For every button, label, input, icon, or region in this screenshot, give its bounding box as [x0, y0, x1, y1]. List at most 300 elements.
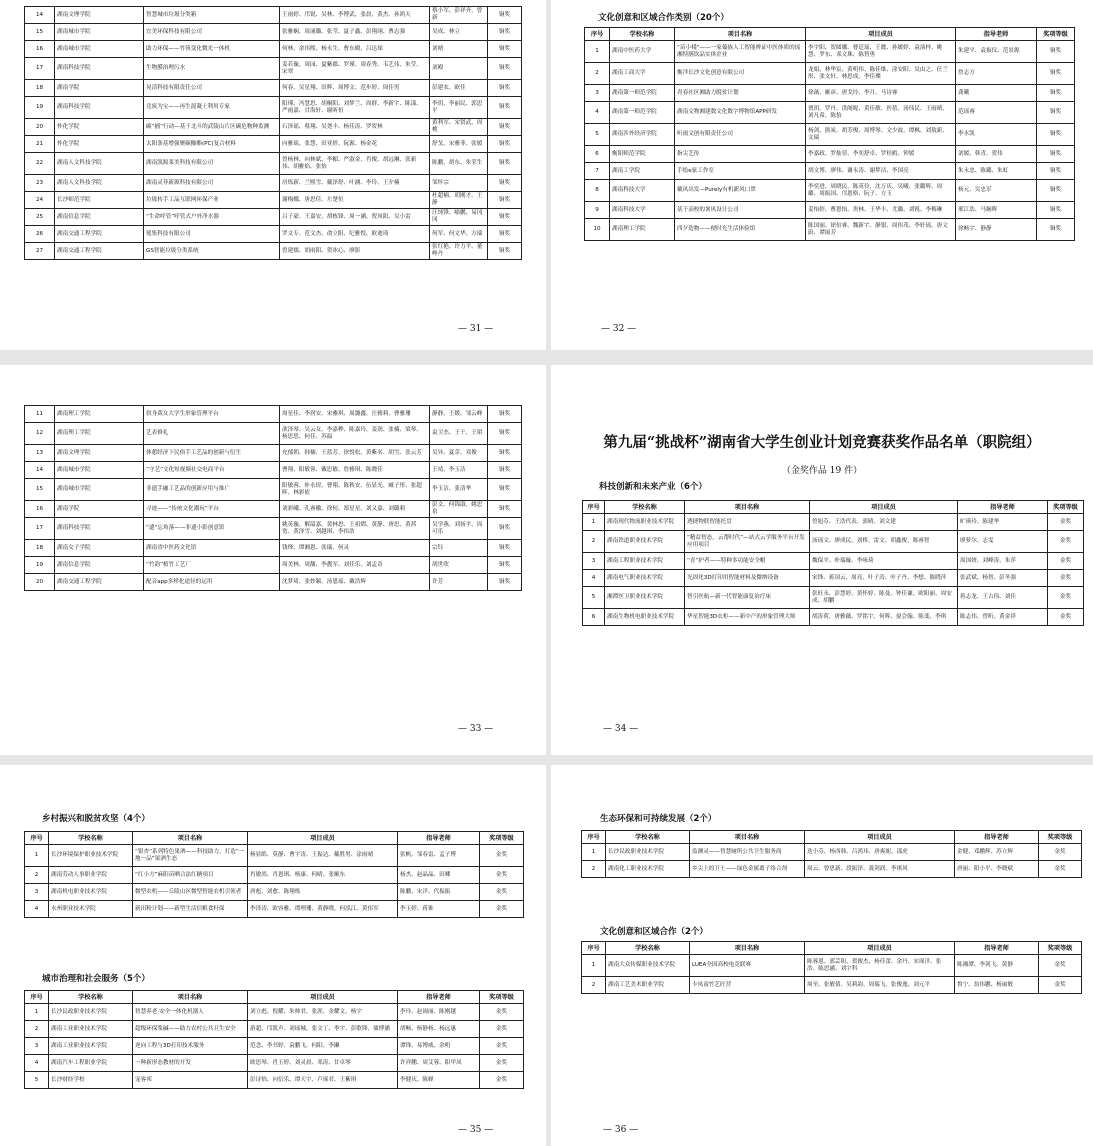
cell-award: 金奖: [1039, 977, 1082, 994]
cell-index: 25: [25, 209, 55, 226]
cell-school: 湖南工学院: [610, 163, 675, 180]
table-row: [25, 1004, 524, 1021]
cell-school: 湖南电气职业技术学院: [605, 570, 685, 587]
cell-project: 监测灵——智慧厕所公共卫生服务商: [690, 844, 805, 861]
cell-project: 戴风出发—Purely有机新风口罩: [675, 180, 806, 202]
header-members: 项目成员: [248, 991, 398, 1004]
cell-members: 李泽涛、欧容雅、谭理珊、黄静晓、何泓江、黄伟军: [248, 901, 398, 918]
header-advisors: 指导老师: [958, 501, 1048, 514]
cell-school: 湖南工艺美术职业学院: [606, 977, 690, 994]
cell-school: 湖南信息学院: [55, 557, 144, 574]
cell-school: 湖南现代物流职业技术学院: [605, 514, 685, 531]
cell-advisors: 彭文、何锦淑、姚思泉: [430, 501, 488, 518]
cell-project: 湖南文物湘建数文化数字博物馆APP研发: [675, 102, 806, 124]
header-advisors: 指导老师: [398, 991, 480, 1004]
cell-members: 王雨婷、邝锐、吴林、李博武、张晨、黄杰、孙鸿天: [280, 7, 430, 24]
table-row: [25, 479, 522, 501]
table-row: [25, 153, 522, 175]
table-row: [25, 557, 522, 574]
cell-index: 3: [25, 1038, 49, 1055]
cell-project: 湖南凯源莱美科技有限公司: [144, 153, 280, 175]
cell-index: 4: [583, 570, 605, 587]
cell-project: 青春社区湘助力脱贫计划: [675, 85, 806, 102]
cell-project: 微型农机——丘陵山区微型智能农机引领者: [133, 884, 248, 901]
cell-advisors: 蒋志龙、王古伟、刘佳: [958, 587, 1048, 609]
cell-index: 4: [585, 102, 610, 124]
page-number: — 36 —: [603, 1125, 639, 1135]
cell-project: 助力环保——竹筷变化微光一体机: [144, 41, 280, 58]
cell-award: 铜奖: [488, 445, 522, 462]
cell-members: 胡文博、廖伟、谢永涛、谢梦洁、李国亮: [806, 163, 956, 180]
cell-advisors: 刘媛、韩青、贺伟: [956, 146, 1037, 163]
cell-members: 张雅娴、周涌璐、张莹、夏子鑫、彭翔翊、曹志强: [280, 24, 430, 41]
cell-school: 湖南学院: [55, 80, 144, 97]
cell-members: 宋锋、蒋国云、周亮、叶子涛、叶子丹、李想、陈晓萍: [810, 570, 958, 587]
cell-award: 铜奖: [488, 24, 522, 41]
cell-project: 基于高校的暑风设计公司: [675, 202, 806, 219]
cell-advisors: 何军、何文华、方瑞: [430, 226, 488, 243]
table-header-row: [25, 991, 524, 1004]
cell-award: 铜奖: [488, 136, 522, 153]
cell-school: 湖南女子学院: [55, 540, 144, 557]
header-school: 学校名称: [610, 28, 675, 41]
cell-members: 沈梦琦、张妙颖、汤恩瑶、戴浩辉: [280, 574, 430, 591]
cell-school: 湖南劳动人事职业学院: [49, 867, 133, 884]
cell-project: 配音app多样化途径的运用: [144, 574, 280, 591]
cell-advisors: 刘晴: [430, 41, 488, 58]
cell-advisors: 张红艳、许力平、董峥丹: [430, 243, 488, 260]
cell-project: 叙身裁女大学生形象管理平台: [144, 406, 280, 423]
cell-school: 湖南工业职业技术学院: [49, 1021, 133, 1038]
cell-school: 湖南涉外经济学院: [610, 124, 675, 146]
table-row: [25, 445, 522, 462]
cell-project: 乡尖上的卫士——绿色金属离子络合剂: [690, 861, 805, 878]
cell-project: “苗小棧”——一家傣族人工智能辨证中医体质的瑶湘特膳饮品实体企业: [675, 41, 806, 63]
cell-index: 6: [585, 146, 610, 163]
cell-project: 竞废为宝——再生混凝土利用专家: [144, 97, 280, 119]
cell-index: 17: [25, 58, 55, 80]
cell-advisors: 邢江浩、马娴晖: [956, 202, 1037, 219]
cell-school: 湖南机电职业技术学院: [49, 884, 133, 901]
cell-school: 湖南化工职业技术学院: [606, 861, 690, 878]
cell-advisors: 吴成、林立: [430, 24, 488, 41]
table-row: [583, 570, 1084, 587]
cell-index: 4: [25, 901, 49, 918]
page-34: [551, 365, 1093, 755]
cell-school: 湖南汽车工程职业学院: [49, 1055, 133, 1072]
award-table: [24, 405, 522, 591]
cell-members: 阳瑾、冯慧思、胡桐阳、刘梦兰、周群、李新宇、陈漾、严雨嘉、甘海轩、谢昕恒: [280, 97, 430, 119]
cell-award: 铜奖: [488, 80, 522, 97]
cell-index: 15: [25, 24, 55, 41]
page-33: [0, 365, 546, 755]
cell-award: 铜奖: [488, 209, 522, 226]
cell-award: 金奖: [1039, 861, 1082, 878]
table-row: [25, 1021, 524, 1038]
cell-members: 李嘉政、罗灿堃、李奕舒卓、罗桂鸥、钟媛: [806, 146, 956, 163]
table-row: [25, 501, 522, 518]
table-row: [585, 202, 1075, 219]
table-row: [25, 518, 522, 540]
section-title: 城市治理和社会服务（5个）: [42, 974, 150, 984]
table-row: [585, 219, 1075, 241]
table-row: [585, 124, 1075, 146]
table-row: [582, 844, 1082, 861]
cell-award: 金奖: [480, 901, 524, 918]
cell-award: 铜奖: [488, 7, 522, 24]
cell-project: 四夕造物——便时光生活体验馆: [675, 219, 806, 241]
cell-award: 铜奖: [488, 540, 522, 557]
cell-members: 陈蓉恩、郭芸阻、贺俊杰、杨佳蕾、余丹、宋琛洋、张浩、陈思涵、刘宇科: [805, 955, 955, 977]
cell-members: 姜怡婷、曹恩怡、贵林、王华丰、尤璐、刘锐、李梅琳: [806, 202, 956, 219]
cell-index: 19: [25, 97, 55, 119]
cell-project: 超级环保浆碱——助力农村公共卫生安全: [133, 1021, 248, 1038]
award-table: [24, 990, 524, 1089]
table-row: [585, 180, 1075, 202]
cell-advisors: 杜超楠、胡刚才、王静: [430, 192, 488, 209]
header-award: 奖项等级: [1039, 942, 1082, 955]
table-header-row: [582, 831, 1082, 844]
cell-project: 宜美环保科技有限公司: [144, 24, 280, 41]
cell-index: 11: [25, 406, 55, 423]
page-number: — 33 —: [458, 724, 494, 734]
cell-index: 14: [25, 462, 55, 479]
header-members: 项目成员: [810, 501, 958, 514]
cell-advisors: 谭锋、易博威、余明: [398, 1038, 480, 1055]
cell-school: 湖南生物机电职业技术学院: [605, 609, 685, 626]
cell-school: 湖南城市学院: [55, 41, 144, 58]
cell-members: 徐菡、雁彦、唐戈玲、李月、马诗睿: [806, 85, 956, 102]
cell-award: 铜奖: [488, 406, 522, 423]
page-36: [551, 765, 1093, 1146]
cell-members: 魏保平、朴瑞璇、李咏琦: [810, 553, 958, 570]
cell-index: 2: [582, 977, 606, 994]
cell-award: 铜奖: [488, 557, 522, 574]
cell-project: LUEA全国高校电竞联赛: [690, 955, 805, 977]
cell-members: 周星佳、李润安、宋雅琪、周潞鑫、汪雅莉、曹雅珊: [280, 406, 430, 423]
cell-award: 金奖: [480, 1055, 524, 1072]
header-award: 奖项等级: [480, 832, 524, 845]
cell-award: 金奖: [480, 845, 524, 867]
header-project: 项目名称: [133, 832, 248, 845]
cell-school: 怀化学院: [55, 119, 144, 136]
cell-advisors: 范瑶睿: [956, 102, 1037, 124]
cell-project: 非遗手融工艺品的创新应用与推广: [144, 479, 280, 501]
cell-advisors: 李玥、李丽民、郭思平: [430, 97, 488, 119]
cell-members: 胡涛荷、唐雅薇、罗铭宇、何晖、晏会翰、陈斐、李琪: [810, 609, 958, 626]
header-project: 项目名称: [685, 501, 810, 514]
cell-index: 20: [25, 119, 55, 136]
cell-index: 8: [585, 180, 610, 202]
cell-index: 5: [25, 1072, 49, 1089]
table-row: [585, 102, 1075, 124]
cell-advisors: 龚曦: [956, 85, 1037, 102]
cell-index: 1: [583, 514, 605, 531]
cell-award: 铜奖: [488, 153, 522, 175]
cell-school: 湖南理工学院: [610, 219, 675, 241]
cell-index: 15: [25, 479, 55, 501]
cell-school: 长沙财经学校: [49, 1072, 133, 1089]
cell-members: 房炼新、兰熙雪、戴泽舒、叶涵、李玲、王介楠: [280, 175, 430, 192]
table-row: [25, 845, 524, 867]
cell-index: 10: [585, 219, 610, 241]
cell-advisors: 胡畅、杨静杨、杨远惠: [398, 1021, 480, 1038]
cell-advisors: 朱永忠、陈璐、朱虹: [956, 163, 1037, 180]
table-row: [583, 514, 1084, 531]
cell-school: 湖南科技学院: [55, 58, 144, 80]
cell-award: 铜奖: [488, 479, 522, 501]
cell-members: 游超、邝凯声、刘瑶城、张文丁、李宇、彭歌锋、储博涵: [248, 1021, 398, 1038]
cell-award: 铜奖: [488, 97, 522, 119]
cell-school: 湖南工商大学: [610, 63, 675, 85]
cell-award: 铜奖: [488, 41, 522, 58]
cell-school: 湖南交通工程学院: [55, 243, 144, 260]
cell-school: 怀化学院: [55, 136, 144, 153]
cell-members: 钱烽、谭湘恩、张瑞、何灵: [280, 540, 430, 557]
cell-members: 周至、张敏倩、吴莉韵、周瑞飞、张俊逸、刘元平: [805, 977, 955, 994]
table-row: [25, 119, 522, 136]
cell-members: 吕子豪、王嘉安、胡栋锋、周一涵、贺凤阳、吴小雷: [280, 209, 430, 226]
cell-advisors: 许祥鹏、周艾蓉、阳甲凤: [398, 1055, 480, 1072]
cell-award: 铜奖: [1037, 102, 1075, 124]
cell-school: 衡阳师范学院: [610, 146, 675, 163]
cell-project: 逆向工程与3D打印技术服务: [133, 1038, 248, 1055]
cell-members: 龙娟、林华宸、黄明伟、陈佳维、涂安阳、吴由之、任兰彤、张文轩、林思成、李佳璨: [806, 63, 956, 85]
page-number: — 34 —: [603, 724, 639, 734]
cell-advisors: 陈鹏、宋洋、代振振: [398, 884, 480, 901]
table-row: [25, 24, 522, 41]
award-table: [581, 830, 1082, 878]
table-row: [25, 226, 522, 243]
cell-members: 迭小芬、杨西韩、吕鸿玮、唐爽妮、邵虎: [805, 844, 955, 861]
cell-advisors: 周国妍、刘峰涛、朱萍: [958, 553, 1048, 570]
table-row: [585, 146, 1075, 163]
cell-award: 铜奖: [488, 192, 522, 209]
cell-advisors: 廖萝尔、志雯: [958, 531, 1048, 553]
cell-index: 9: [585, 202, 610, 219]
cell-members: 姚英璇、解韶嘉、黄林思、王祖熠、黄静、唐思、黄茜宽、黄泽雪、刘越琪、李伟浩: [280, 518, 430, 540]
cell-advisors: 静静、王媛、邹云峰: [430, 406, 488, 423]
table-row: [583, 531, 1084, 553]
cell-members: 谢梅娜、唐思佳、左楚恒: [280, 192, 430, 209]
cell-project: 卡凤南竹艺匠营: [690, 977, 805, 994]
cell-members: 欧思琴、肖玉婷、刘灵晨、邓涛、甘卓琴: [248, 1055, 398, 1072]
cell-project: “红小方”麻阳苗晒合法红糖项目: [133, 867, 248, 884]
cell-school: 湖南交通工程学院: [55, 226, 144, 243]
table-row: [585, 63, 1075, 85]
header-school: 学校名称: [49, 991, 133, 1004]
cell-index: 20: [25, 574, 55, 591]
cell-index: 23: [25, 175, 55, 192]
cell-advisors: 金健、邓鹏辉、苏立辉: [955, 844, 1039, 861]
cell-members: 周云、曾思新、段振泽、龚剑润、李琪风: [805, 861, 955, 878]
cell-school: 湖南城市学院: [55, 24, 144, 41]
section-title: 科技创新和未来产业（6个）: [599, 482, 707, 492]
cell-advisors: 陈湘潭、李剑飞、黄静: [955, 955, 1039, 977]
header-school: 学校名称: [606, 942, 690, 955]
section-title: 文化创意和区域合作类别（20个）: [598, 13, 729, 23]
cell-members: 范念、李书婷、袁鹏飞、何阳、李濑: [248, 1038, 398, 1055]
cell-school: 湖南人文科技学院: [55, 175, 144, 192]
cell-members: 刘立彪、倪耀、朱帅君、张涯、金耀文、杨宇: [248, 1004, 398, 1021]
header-school: 学校名称: [605, 501, 685, 514]
cell-index: 2: [582, 861, 606, 878]
cell-members: 张旺永、彭慧婷、黄怀婷、陈曼、钟佳谦、欧阳丽、周安成、胡鹏: [810, 587, 958, 609]
cell-school: 湖南城市学院: [55, 462, 144, 479]
cell-award: 金奖: [1039, 844, 1082, 861]
cell-project: 指尖艺传: [675, 146, 806, 163]
award-table: [582, 500, 1084, 626]
cell-award: 金奖: [1048, 531, 1084, 553]
cell-members: 李奕进、周晓民、陈英伶、沈万庆、吴曦、张璐辉、周璐、周振国、邝恩格、阮子、方玉: [806, 180, 956, 202]
table-row: [25, 540, 522, 557]
cell-school: 湖南大众传媒职业技术学院: [606, 955, 690, 977]
cell-project: 透捷物联智能托盘: [685, 514, 810, 531]
table-row: [25, 192, 522, 209]
cell-project: 生物膜治理污水: [144, 58, 280, 80]
cell-index: 1: [582, 844, 606, 861]
cell-advisors: 张武斌、杨智、彭冬强: [958, 570, 1048, 587]
table-row: [25, 406, 522, 423]
cell-award: 金奖: [480, 1021, 524, 1038]
header-school: 学校名称: [49, 832, 133, 845]
cell-members: 陈国丽、徐倍睿、魏新宇、静银、周伟茂、李轩瑶、唐文蔚、谭丽芳: [806, 219, 956, 241]
cell-project: “竹韵”植竹工艺厂: [144, 557, 280, 574]
cell-project: 智引医航—新一代智能康复治疗床: [685, 587, 810, 609]
header-project: 项目名称: [133, 991, 248, 1004]
cell-school: 湖南人文科技学院: [55, 153, 144, 175]
cell-advisors: 李水凯: [956, 124, 1037, 146]
cell-members: 阳敏蓉、朴永煜、曹翔、陈秋安、伍显光、臧子彤、张超晖、林彩依: [280, 479, 430, 501]
cell-award: 铜奖: [488, 462, 522, 479]
cell-advisors: 詹志方: [956, 63, 1037, 85]
cell-project: 智慧城市垃圾分类箱: [144, 7, 280, 24]
cell-advisors: 吴异、夏芽、邓俊: [430, 445, 488, 462]
cell-project: “青”护者——特种多功能安全帽: [685, 553, 810, 570]
cell-award: 铜奖: [1037, 163, 1075, 180]
cell-index: 26: [25, 226, 55, 243]
cell-index: 7: [585, 163, 610, 180]
cell-school: 湖南城市学院: [55, 479, 144, 501]
table-header-row: [582, 942, 1082, 955]
header-project: 项目名称: [690, 942, 805, 955]
cell-school: 湖南学院: [55, 501, 144, 518]
cell-award: 铜奖: [1037, 41, 1075, 63]
cell-award: 金奖: [1048, 609, 1084, 626]
section-title: 生态环保和可持续发展（2个）: [600, 814, 717, 824]
cell-school: 湖南科技大学: [610, 202, 675, 219]
cell-project: “遗”忘角落——非遗小影创意馆: [144, 518, 280, 540]
cell-award: 铜奖: [488, 243, 522, 260]
cell-index: 3: [583, 553, 605, 570]
cell-school: 湖南中医药大学: [610, 41, 675, 63]
cell-project: GS智能垃圾分类系统: [144, 243, 280, 260]
header-advisors: 指导老师: [955, 942, 1039, 955]
cell-school: 湖南理工学院: [55, 423, 144, 445]
cell-school: 湖南理工学院: [55, 406, 144, 423]
table-header-row: [585, 28, 1075, 41]
cell-project: 冕集科技有限公司: [144, 226, 280, 243]
cell-award: 金奖: [1048, 570, 1084, 587]
cell-school: 湘潭医卫职业技术学院: [605, 587, 685, 609]
cell-members: 姜若璇、周园、夏紫郡、罗瑾、周春秀、韦艺伟、朱莹、宋翠: [280, 58, 430, 80]
page-number: — 32 —: [601, 324, 637, 334]
cell-award: 铜奖: [1037, 180, 1075, 202]
document-subtitle: （金奖作品 19 件）: [781, 466, 863, 476]
cell-index: 4: [25, 1055, 49, 1072]
cell-school: 湖南交通工程学院: [55, 574, 144, 591]
cell-index: 1: [25, 1004, 49, 1021]
cell-award: 铜奖: [488, 574, 522, 591]
cell-members: 何林、余玮熙、杨永生、曹东殿、吕达琛: [280, 41, 430, 58]
cell-project: 寻迹——“传统文化潮玩”平台: [144, 501, 280, 518]
cell-award: 金奖: [480, 1072, 524, 1089]
cell-advisors: 鲁宁、翁伟鹏、杨丽敏: [955, 977, 1039, 994]
cell-members: 曾建儒、胡雨阳、贺冰心、廖影: [280, 243, 430, 260]
cell-index: 3: [25, 884, 49, 901]
cell-award: 金奖: [480, 1004, 524, 1021]
header-index: 序号: [582, 831, 606, 844]
cell-advisors: 刘殿: [430, 58, 488, 80]
cell-advisors: 袁卫杰、王千、王珺: [430, 423, 488, 445]
cell-school: 湖南第一师范学院: [610, 85, 675, 102]
cell-project: 太阳条基增强聚碳酸酯(PC)复合材料: [144, 136, 280, 153]
cell-advisors: 许芳: [430, 574, 488, 591]
cell-members: 彭诗怡、向衍乐、谭天宇、卢琢君、王紫琪: [248, 1072, 398, 1089]
header-advisors: 指导老师: [955, 831, 1039, 844]
cell-index: 16: [25, 501, 55, 518]
cell-award: 金奖: [480, 1038, 524, 1055]
cell-index: 13: [25, 445, 55, 462]
cell-members: 石泽瑶、蔡翔、吴尧丰、杨佳涛、罗贺林: [280, 119, 430, 136]
table-row: [25, 243, 522, 260]
cell-advisors: 吴学燕、刘扬平、周可乐: [430, 518, 488, 540]
table-row: [25, 58, 522, 80]
award-table: [581, 941, 1082, 994]
table-row: [25, 462, 522, 479]
cell-index: 27: [25, 243, 55, 260]
header-advisors: 指导老师: [398, 832, 480, 845]
cell-award: 金奖: [1039, 955, 1082, 977]
cell-advisors: 彭建农、欧佳: [430, 80, 488, 97]
cell-index: 2: [25, 1021, 49, 1038]
table-row: [585, 163, 1075, 180]
cell-award: 铜奖: [1037, 202, 1075, 219]
award-table: [24, 831, 524, 918]
page-31: [0, 0, 546, 350]
table-row: [583, 609, 1084, 626]
cell-school: 永州职业技术学院: [49, 901, 133, 918]
cell-school: 湖南科技学院: [55, 518, 144, 540]
cell-advisors: 陈志伟、曾昕、黄金祥: [958, 609, 1048, 626]
cell-index: 2: [583, 531, 605, 553]
cell-index: 2: [585, 63, 610, 85]
cell-award: 金奖: [1048, 553, 1084, 570]
table-header-row: [583, 501, 1084, 514]
cell-advisors: 李健庆、陈婵: [398, 1072, 480, 1089]
cell-advisors: 陈鹏、胡东、朱荣生: [430, 153, 488, 175]
cell-index: 18: [25, 540, 55, 557]
cell-award: 金奖: [1048, 587, 1084, 609]
cell-members: 刘彩峨、孔睿徽、徐何、郑星星、刘又嘉、刘璐莉: [280, 501, 430, 518]
cell-school: 湖南文理学院: [55, 445, 144, 462]
header-award: 奖项等级: [1037, 28, 1075, 41]
header-index: 序号: [25, 991, 49, 1004]
table-row: [25, 41, 522, 58]
cell-award: 金奖: [1048, 514, 1084, 531]
cell-members: 何春、吴星翔、田辉、周博文、范步婷、周佳男: [280, 80, 430, 97]
table-row: [25, 867, 524, 884]
